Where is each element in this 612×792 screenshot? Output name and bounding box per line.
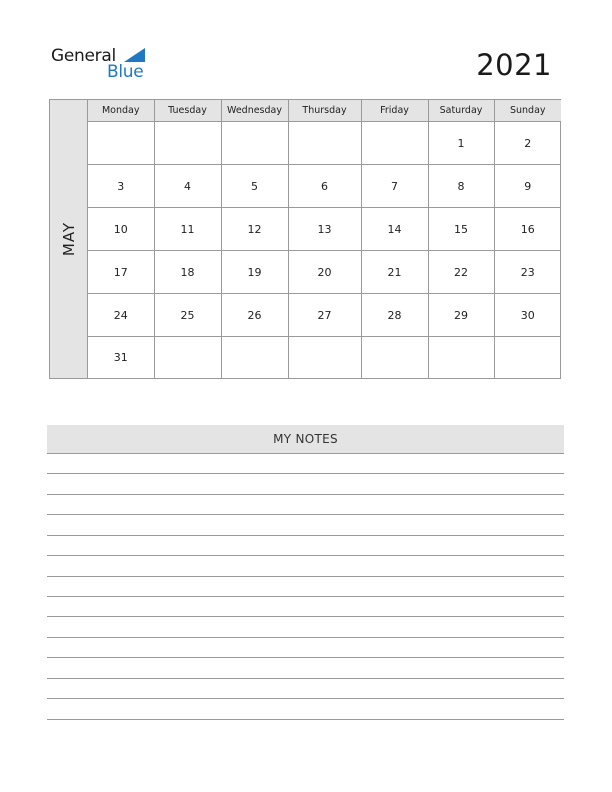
day-cell: 27 [288,294,361,337]
week-row [88,294,561,337]
year-title: 2021 [476,48,552,82]
note-line [47,514,564,515]
logo-general-text: General [51,46,116,66]
weekday-header [288,100,361,122]
weekday-header [221,100,288,122]
day-cell: 19 [221,251,288,294]
day-cell: 23 [494,251,561,294]
note-line [47,555,564,556]
weekday-header-row [88,100,561,122]
weekday-header [361,100,428,122]
weekday-header [154,100,221,122]
day-cell: 14 [361,208,428,251]
day-cell [494,337,561,379]
note-line [47,719,564,720]
day-cell: 21 [361,251,428,294]
day-cell: 8 [428,165,494,208]
day-cell [361,122,428,165]
note-line [47,616,564,617]
notes-header: MY NOTES [47,425,564,453]
day-cell: 9 [494,165,561,208]
note-line [47,698,564,699]
day-cell: 1 [428,122,494,165]
week-row [88,208,561,251]
day-cell: 17 [88,251,154,294]
month-column [50,100,88,378]
day-cell: 7 [361,165,428,208]
day-cell [88,122,154,165]
day-cell: 20 [288,251,361,294]
day-cell [154,337,221,379]
note-line [47,596,564,597]
calendar-table [88,100,561,378]
weekday-label: Friday [380,105,409,116]
month-label: MAY [59,221,78,257]
day-cell [361,337,428,379]
weekday-label: Sunday [509,105,546,116]
weekday-header [494,100,561,122]
day-cell: 13 [288,208,361,251]
day-cell: 2 [494,122,561,165]
day-cell: 24 [88,294,154,337]
day-cell: 5 [221,165,288,208]
weekday-label: Tuesday [168,105,207,116]
day-cell: 10 [88,208,154,251]
note-line [47,678,564,679]
note-line [47,576,564,577]
day-cell: 30 [494,294,561,337]
weekday-label: Thursday [302,105,347,116]
week-row [88,122,561,165]
day-cell: 6 [288,165,361,208]
day-cell [221,122,288,165]
day-cell: 29 [428,294,494,337]
weekday-label: Wednesday [226,105,282,116]
day-cell: 15 [428,208,494,251]
note-line [47,453,564,454]
day-cell: 18 [154,251,221,294]
day-cell [428,337,494,379]
day-cell: 22 [428,251,494,294]
day-cell [288,122,361,165]
logo-blue-text: Blue [107,62,144,82]
note-line [47,637,564,638]
day-cell [288,337,361,379]
day-cell: 31 [88,337,154,379]
weekday-label: Monday [101,105,140,116]
day-cell: 28 [361,294,428,337]
note-line [47,657,564,658]
day-cell: 12 [221,208,288,251]
logo-flag-icon [124,48,145,62]
day-cell [221,337,288,379]
day-cell: 3 [88,165,154,208]
note-line [47,473,564,474]
weekday-header [88,100,154,122]
calendar-grid [49,99,561,379]
weekday-label: Saturday [439,105,483,116]
brand-logo [51,44,151,84]
week-row [88,337,561,379]
note-line [47,494,564,495]
week-row [88,165,561,208]
day-cell [154,122,221,165]
day-cell: 25 [154,294,221,337]
note-line [47,535,564,536]
day-cell: 26 [221,294,288,337]
day-cell: 16 [494,208,561,251]
day-cell: 4 [154,165,221,208]
week-row [88,251,561,294]
weekday-header [428,100,494,122]
day-cell: 11 [154,208,221,251]
